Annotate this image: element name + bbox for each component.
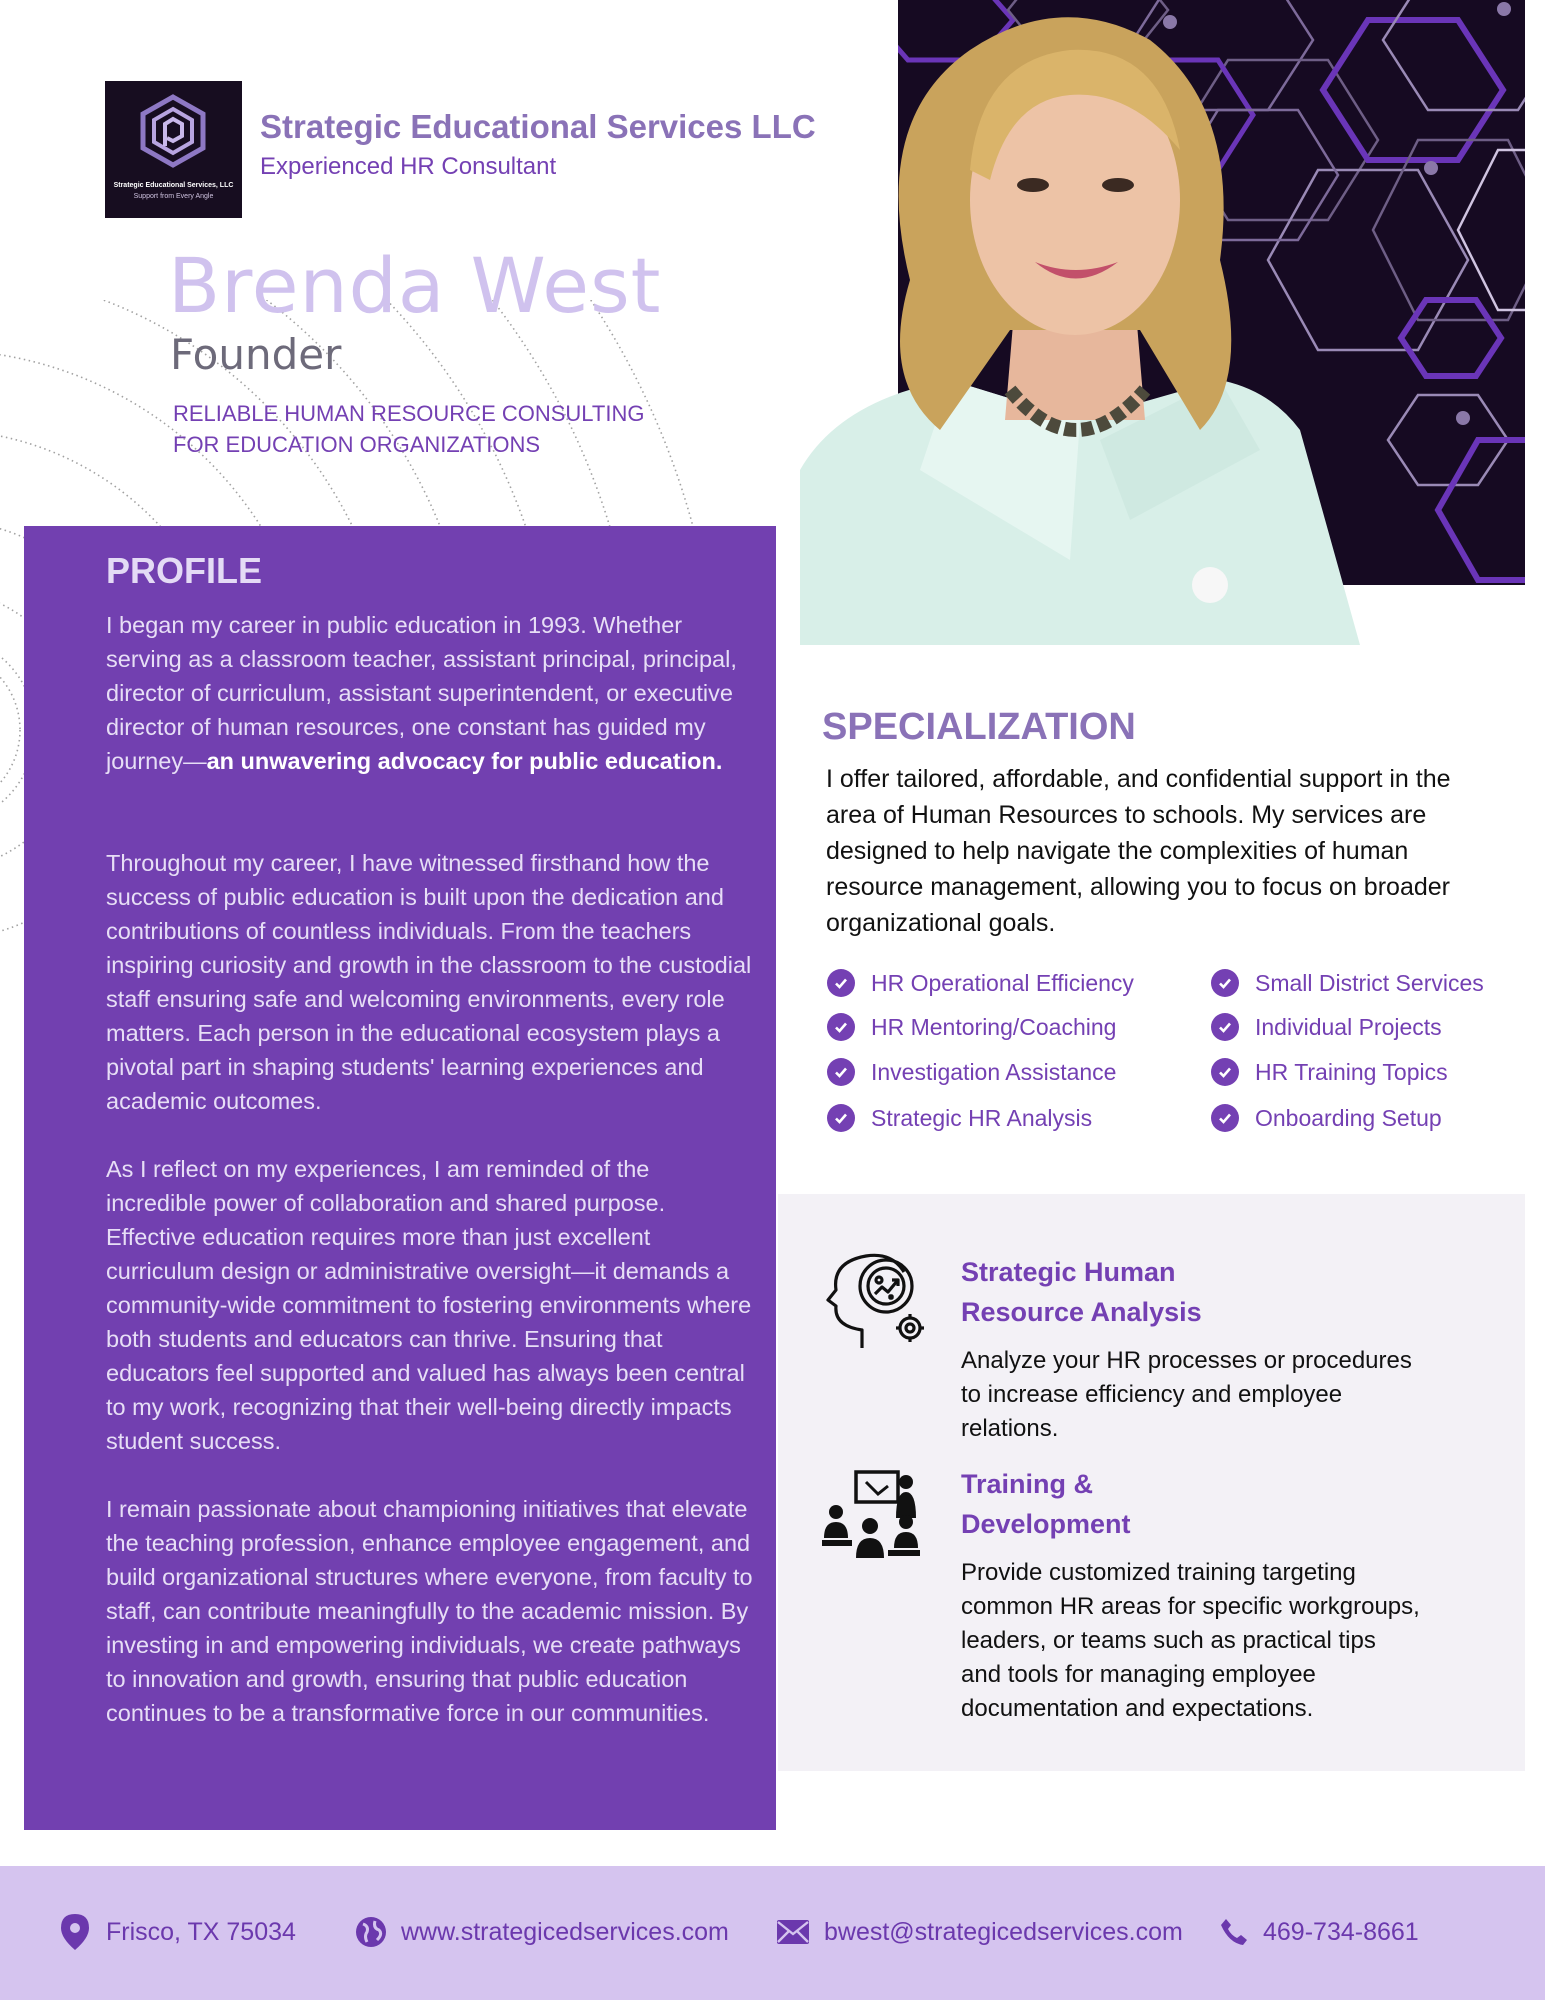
checkmark-icon xyxy=(827,969,855,997)
portrait-illustration xyxy=(800,0,1360,645)
specialization-body: I offer tailored, affordable, and confidential support in the area of Human Resources to schools. My services are designed to help navigate the complexities of human resource management, allowing you to focus on broader organizational goals. xyxy=(826,765,1451,937)
checkmark-icon xyxy=(1211,969,1239,997)
checkmark-icon xyxy=(827,1104,855,1132)
contact-footer xyxy=(0,1866,1545,2000)
profile-paragraph-1-bold: an unwavering advocacy for public education. xyxy=(206,748,723,774)
company-logo xyxy=(105,81,242,218)
services-box xyxy=(778,1194,1525,1771)
spec-item xyxy=(1211,968,1484,998)
spec-item xyxy=(827,1057,1116,1087)
service-title-line: Development xyxy=(961,1509,1131,1539)
spec-item xyxy=(827,1012,1116,1042)
logo-text: Strategic Educational Services, LLC xyxy=(113,182,234,189)
globe-icon xyxy=(355,1916,387,1948)
email-icon xyxy=(776,1919,810,1945)
profile-heading: PROFILE xyxy=(106,550,263,591)
specialization-heading: SPECIALIZATION xyxy=(822,706,1136,748)
location-item xyxy=(58,1910,296,1954)
spec-item-label: Strategic HR Analysis xyxy=(871,1104,1093,1131)
service-title-line: Strategic Human xyxy=(961,1257,1176,1287)
spec-item-label: HR Training Topics xyxy=(1255,1058,1448,1085)
head-strategy-icon xyxy=(822,1248,928,1354)
profile-paragraph-1-text: I began my career in public education in 1993. Whether serving as a classroom teacher, assistant principal, principal, director of curriculum, assistant superintendent, or executive director of human resources, one constant has guided my journey— xyxy=(106,612,737,774)
hexagon-logo-icon xyxy=(137,94,209,168)
spec-item xyxy=(1211,1057,1448,1087)
service-title xyxy=(961,1252,1202,1332)
spec-item-label: Small District Services xyxy=(1255,969,1484,996)
checkmark-icon xyxy=(1211,1058,1239,1086)
spec-item xyxy=(1211,1103,1442,1133)
tagline-line-1: RELIABLE HUMAN RESOURCE CONSULTING xyxy=(173,401,645,426)
checkmark-icon xyxy=(827,1058,855,1086)
email-link[interactable]: bwest@strategicedservices.com xyxy=(824,1917,1183,1946)
logo-tagline: Support from Every Angle xyxy=(133,193,214,200)
service-title xyxy=(961,1464,1131,1544)
company-subtitle: Experienced HR Consultant xyxy=(260,153,557,180)
person-name: Brenda West xyxy=(168,241,662,330)
spec-item-label: HR Mentoring/Coaching xyxy=(871,1013,1117,1040)
person-title: Founder xyxy=(170,330,342,379)
profile-paragraph-4: I remain passionate about championing initiatives that elevate the teaching profession, enhance employee engagement, and build organizational structures where everyone, from faculty to staff, can contribute meaningfully to the academic mission. By investing in and empowering individuals, we create pathways to innovation and growth, ensuring that public education continues to be a transformative force in our communities. xyxy=(106,1496,753,1726)
spec-item xyxy=(827,968,1134,998)
service-title-line: Training & xyxy=(961,1469,1094,1499)
phone-icon xyxy=(1219,1917,1249,1947)
phone-link[interactable]: 469-734-8661 xyxy=(1263,1917,1419,1946)
email-item[interactable] xyxy=(776,1910,1183,1954)
checkmark-icon xyxy=(1211,1013,1239,1041)
training-presentation-icon xyxy=(822,1468,920,1560)
spec-item-label: Individual Projects xyxy=(1255,1013,1442,1040)
spec-item xyxy=(1211,1012,1442,1042)
website-link[interactable]: www.strategicedservices.com xyxy=(401,1917,729,1946)
company-name: Strategic Educational Services LLC xyxy=(260,108,816,145)
spec-item-label: Investigation Assistance xyxy=(871,1058,1117,1085)
location-text: Frisco, TX 75034 xyxy=(106,1917,296,1946)
tagline-line-2: FOR EDUCATION ORGANIZATIONS xyxy=(173,432,541,457)
checkmark-icon xyxy=(827,1013,855,1041)
spec-item-label: Onboarding Setup xyxy=(1255,1104,1442,1131)
profile-paragraph-2: Throughout my career, I have witnessed firsthand how the success of public education is built upon the dedication and contributions of countless individuals. From the teachers inspiring curiosity and growth in the classroom to the custodial staff ensuring safe and welcoming environments, every role matters. Each person in the educational ecosystem plays a pivotal part in shaping students' learning experiences and academic outcomes. xyxy=(106,850,752,1114)
location-pin-icon xyxy=(58,1912,92,1952)
phone-item[interactable] xyxy=(1219,1910,1419,1954)
website-item[interactable] xyxy=(355,1910,729,1954)
spec-item-label: HR Operational Efficiency xyxy=(871,969,1134,996)
spec-item xyxy=(827,1103,1092,1133)
tagline xyxy=(173,398,644,460)
service-description: Analyze your HR processes or procedures to increase efficiency and employee relations. xyxy=(961,1347,1412,1442)
profile-paragraph-1 xyxy=(106,608,756,778)
service-title-line: Resource Analysis xyxy=(961,1297,1202,1327)
profile-paragraph-3: As I reflect on my experiences, I am reminded of the incredible power of collaboration and shared purpose. Effective education requires more than just excellent curriculum design or administrative oversight—it demands a community-wide commitment to fostering environments where both students and educators can thrive. Ensuring that educators feel supported and valued has always been central to my work, recognizing that their well-being directly impacts student success. xyxy=(106,1156,752,1454)
profile-panel xyxy=(24,526,776,1830)
checkmark-icon xyxy=(1211,1104,1239,1132)
service-description: Provide customized training targeting common HR areas for specific workgroups, leaders, or teams such as practical tips and tools for managing employee documentation and expectations. xyxy=(961,1559,1420,1722)
portrait-photo xyxy=(800,0,1360,645)
